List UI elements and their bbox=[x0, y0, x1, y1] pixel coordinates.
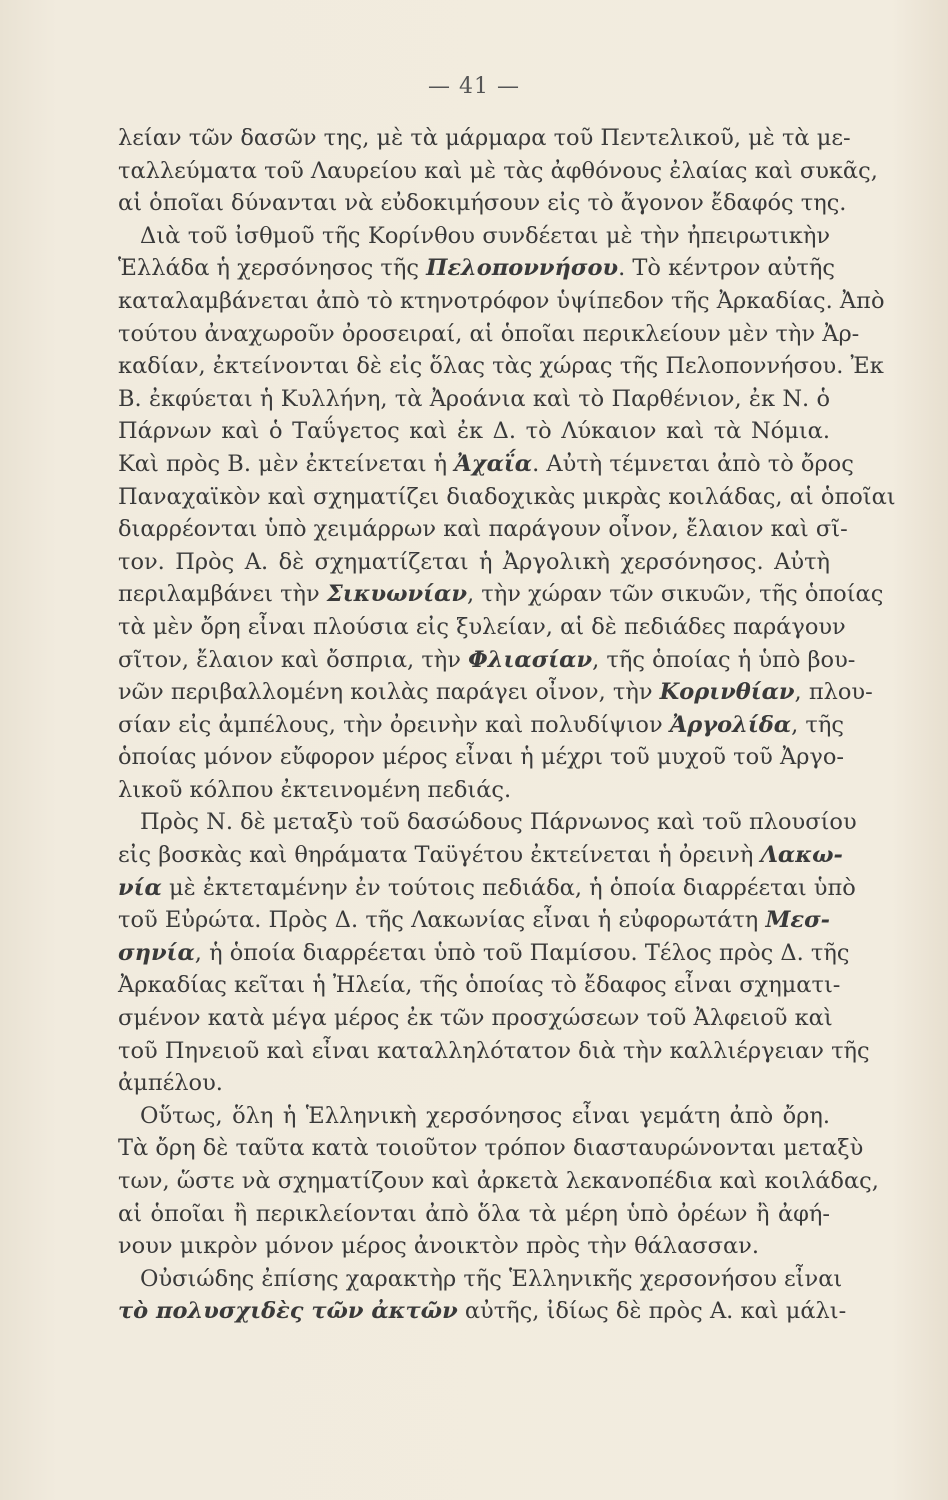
emphasized-term: Φλιασίαν bbox=[468, 646, 593, 673]
text-segment: καδίαν, ἐκτείνονται δὲ εἰς ὅλας τὰς χώρας τῆς Πελοποννήσου. Ἐκ bbox=[118, 353, 884, 380]
text-line bbox=[118, 252, 835, 285]
emphasized-term: Ἀργολίδα bbox=[669, 711, 792, 738]
text-line bbox=[118, 285, 885, 318]
text-line bbox=[118, 1230, 830, 1263]
text-line bbox=[118, 187, 847, 220]
text-line bbox=[118, 611, 846, 644]
text-line bbox=[118, 1002, 833, 1035]
text-segment: εἰς βοσκὰς καὶ θηράματα Ταϋγέτου ἐκτείνεται ἡ ὀρεινὴ bbox=[118, 842, 761, 869]
text-segment: Παναχαϊκὸν καὶ σχηματίζει διαδοχικὰς μικρὰς κοιλάδας, αἱ ὁποῖαι bbox=[118, 483, 896, 510]
text-segment: αἱ ὁποῖαι ἢ περικλείονται ἀπὸ ὅλα τὰ μέρη ὑπὸ ὀρέων ἢ ἀφή- bbox=[118, 1200, 830, 1227]
text-line bbox=[118, 904, 830, 937]
text-segment: καταλαμβάνεται ἀπὸ τὸ κτηνοτρόφον ὑψίπεδον τῆς Ἀρκαδίας. Ἀπὸ bbox=[118, 287, 885, 314]
text-segment: , τῆς ὁποίας ἡ ὑπὸ βου- bbox=[592, 646, 856, 673]
text-segment: τον. Πρὸς Α. δὲ σχηματίζεται ἡ Ἀργολικὴ χερσόνησος. Αὐτὴ bbox=[118, 548, 830, 575]
text-segment: αὐτῆς, ἰδίως δὲ πρὸς Α. καὶ μάλι- bbox=[457, 1298, 847, 1325]
text-segment: , τὴν χώραν τῶν σικυῶν, τῆς ὁποίας bbox=[466, 581, 884, 608]
emphasized-term: νία bbox=[118, 874, 162, 901]
text-segment: λείαν τῶν δασῶν της, μὲ τὰ μάρμαρα τοῦ Πεντελικοῦ, μὲ τὰ με- bbox=[118, 125, 851, 151]
text-segment: , πλου- bbox=[794, 679, 873, 706]
text-line bbox=[118, 741, 845, 774]
text-segment: τοῦ Πηνειοῦ καὶ εἶναι καταλληλότατον διὰ τὴν καλλιέργειαν τῆς bbox=[118, 1037, 870, 1064]
body-text bbox=[118, 122, 896, 1328]
text-line bbox=[118, 676, 873, 709]
text-segment: Ἑλλάδα ἡ χερσόνησος τῆς bbox=[118, 255, 427, 282]
text-segment: Πάρνων καὶ ὁ Ταΰγετος καὶ ἐκ Δ. τὸ Λύκαιον καὶ τὰ Νόμια. bbox=[118, 418, 830, 445]
text-line bbox=[118, 1132, 864, 1165]
text-line bbox=[118, 383, 830, 416]
text-segment: σμένον κατὰ μέγα μέρος ἐκ τῶν προσχώσεων τοῦ Ἀλφειοῦ καὶ bbox=[118, 1005, 833, 1032]
text-segment: διαρρέονται ὑπὸ χειμάρρων καὶ παράγουν οἶνον, ἔλαιον καὶ σῖ- bbox=[118, 516, 848, 543]
text-line bbox=[118, 481, 896, 514]
text-line bbox=[118, 1263, 843, 1296]
text-line bbox=[118, 937, 850, 970]
text-line bbox=[118, 774, 830, 807]
text-segment: Οὕτως, ὅλη ἡ Ἑλληνικὴ χερσόνησος εἶναι γεμάτη ἀπὸ ὄρη. bbox=[140, 1102, 830, 1129]
text-segment: σίαν εἰς ἀμπέλους, τὴν ὀρεινὴν καὶ πολυδίψιον bbox=[118, 711, 670, 738]
text-segment: . Τὸ κέντρον αὐτῆς bbox=[618, 255, 835, 282]
emphasized-term: Ἀχαΐα bbox=[454, 450, 533, 477]
text-line bbox=[118, 318, 860, 351]
page-number: — 41 — bbox=[428, 74, 520, 99]
text-line bbox=[118, 1295, 847, 1328]
text-line bbox=[118, 513, 848, 546]
emphasized-term: Πελοποννήσου bbox=[426, 255, 619, 282]
text-segment: Οὐσιώδης ἐπίσης χαρακτὴρ τῆς Ἑλληνικῆς χερσονήσου εἶναι bbox=[140, 1265, 843, 1292]
text-segment: των, ὥστε νὰ σχηματίζουν καὶ ἀρκετὰ λεκανοπέδια καὶ κοιλάδας, bbox=[118, 1168, 879, 1194]
text-line bbox=[118, 806, 857, 839]
text-segment: , τῆς bbox=[791, 711, 844, 738]
text-segment: Β. ἐκφύεται ἡ Κυλλήνη, τὰ Ἀροάνια καὶ τὸ Παρθένιον, ἐκ Ν. ὁ bbox=[118, 385, 830, 412]
text-segment: ὁποίας μόνον εὔφορον μέρος εἶναι ἡ μέχρι τοῦ μυχοῦ τοῦ Ἀργο- bbox=[118, 744, 845, 771]
text-line bbox=[118, 122, 851, 155]
text-segment: περιλαμβάνει τὴν bbox=[118, 581, 327, 608]
text-line bbox=[118, 872, 856, 905]
emphasized-term: Μεσ- bbox=[765, 907, 830, 934]
text-segment: Ἀρκαδίας κεῖται ἡ Ἠλεία, τῆς ὁποίας τὸ ἔδαφος εἶναι σχηματι- bbox=[118, 972, 841, 999]
text-segment: ταλλεύματα τοῦ Λαυρείου καὶ μὲ τὰς ἀφθόνους ἐλαίας καὶ συκᾶς, bbox=[118, 157, 878, 184]
text-segment: , ἡ ὁποία διαρρέεται ὑπὸ τοῦ Παμίσου. Τέλος πρὸς Δ. τῆς bbox=[194, 939, 850, 966]
text-line bbox=[118, 546, 830, 579]
text-segment: Τὰ ὄρη δὲ ταῦτα κατὰ τοιοῦτον τρόπον διασταυρώνονται μεταξὺ bbox=[118, 1135, 864, 1162]
emphasized-term: Σικυωνίαν bbox=[326, 581, 467, 608]
text-segment: τοῦ Εὐρώτα. Πρὸς Δ. τῆς Λακωνίας εἶναι ἡ εὐφορωτάτη bbox=[118, 907, 766, 934]
text-segment: νῶν περιβαλλομένη κοιλὰς παράγει οἶνον, τὴν bbox=[118, 679, 660, 706]
text-line bbox=[118, 969, 841, 1002]
text-segment: . Αὐτὴ τέμνεται ἀπὸ τὸ ὄρος bbox=[532, 450, 854, 477]
text-line bbox=[118, 155, 878, 188]
text-line bbox=[118, 1100, 830, 1133]
text-segment: Καὶ πρὸς Β. μὲν ἐκτείνεται ἡ bbox=[118, 450, 455, 477]
text-segment: Διὰ τοῦ ἰσθμοῦ τῆς Κορίνθου συνδέεται μὲ τὴν ἠπειρωτικὴν bbox=[140, 222, 830, 249]
emphasized-term: σηνία bbox=[118, 939, 195, 966]
text-segment: Πρὸς Ν. δὲ μεταξὺ τοῦ δασώδους Πάρνωνος καὶ τοῦ πλουσίου bbox=[140, 809, 857, 836]
text-line bbox=[118, 448, 854, 481]
text-line bbox=[118, 1035, 870, 1068]
text-line bbox=[118, 1198, 830, 1231]
text-segment: νουν μικρὸν μόνον μέρος ἀνοικτὸν πρὸς τὴν θάλασσαν. bbox=[118, 1233, 760, 1260]
text-line bbox=[118, 839, 843, 872]
text-line bbox=[118, 1165, 879, 1198]
text-segment: ἀμπέλου. bbox=[118, 1070, 223, 1097]
text-segment: μὲ ἐκτεταμένην ἐν τούτοις πεδιάδα, ἡ ὁποία διαρρέεται ὑπὸ bbox=[161, 874, 856, 901]
text-line bbox=[118, 644, 856, 677]
text-segment: αἱ ὁποῖαι δύνανται νὰ εὐδοκιμήσουν εἰς τὸ ἄγονον ἔδαφός της. bbox=[118, 190, 847, 217]
text-segment: τὰ μὲν ὄρη εἶναι πλούσια εἰς ξυλείαν, αἱ δὲ πεδιάδες παράγουν bbox=[118, 613, 846, 640]
text-segment: τούτου ἀναχωροῦν ὀροσειραί, αἱ ὁποῖαι περικλείουν μὲν τὴν Ἀρ- bbox=[118, 320, 860, 347]
text-line bbox=[118, 578, 884, 611]
text-line bbox=[118, 350, 884, 383]
text-line bbox=[118, 709, 844, 742]
text-segment: σῖτον, ἔλαιον καὶ ὄσπρια, τὴν bbox=[118, 646, 469, 673]
text-line bbox=[118, 1067, 830, 1100]
emphasized-term: τὸ πολυσχιδὲς τῶν ἀκτῶν bbox=[118, 1298, 458, 1325]
text-line bbox=[118, 220, 830, 253]
text-line bbox=[118, 415, 830, 448]
text-segment: λικοῦ κόλπου ἐκτεινομένη πεδιάς. bbox=[118, 776, 512, 803]
emphasized-term: Κορινθίαν bbox=[659, 679, 795, 706]
emphasized-term: Λακω- bbox=[760, 842, 843, 869]
